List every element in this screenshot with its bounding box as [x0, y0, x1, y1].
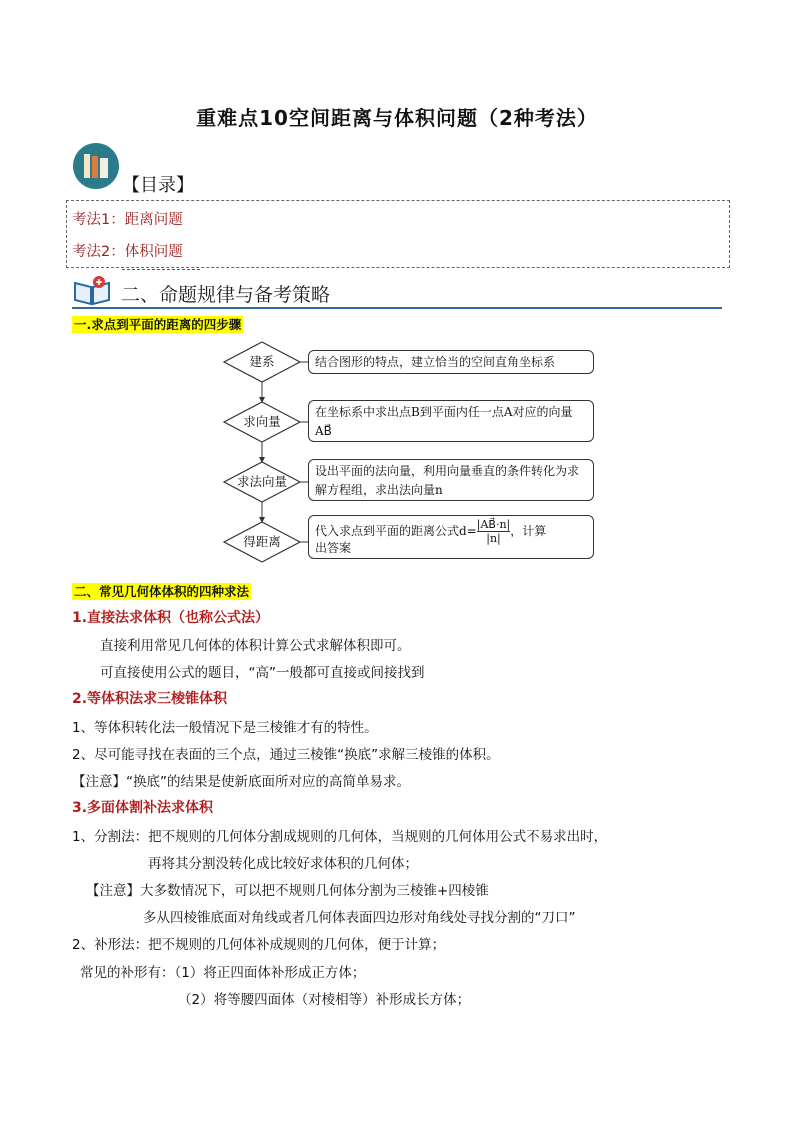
step-text-4c: 出答案 [315, 541, 352, 555]
step-text-3: 设出平面的法向量，利用向量垂直的条件转化为求解方程组，求出法向量n [315, 464, 580, 497]
toc-heading: 【目录】 [122, 175, 194, 196]
method2-line-2: 2、尽可能寻找在表面的三个点，通过三棱锥“换底”求解三棱锥的体积。 [72, 747, 500, 763]
step-text-1: 结合图形的特点，建立恰当的空间直角坐标系 [315, 355, 556, 369]
method2-heading: 2.等体积法求三棱锥体积 [72, 691, 228, 707]
method2-note: 【注意】“换底”的结果是使新底面所对应的高简单易求。 [72, 774, 410, 790]
step-text-4a: 代入求点到平面的距离公式d= [315, 524, 477, 538]
method3-line-4: 常见的补形有：（1）将正四面体补形成正方体； [80, 965, 366, 981]
method1-heading: 1.直接法求体积（也称公式法） [72, 610, 270, 626]
formula-denominator: |n| [486, 532, 501, 545]
method3-line-3: 2、补形法：把不规则的几何体补成规则的几何体，便于计算； [72, 937, 446, 953]
method3-heading: 3.多面体割补法求体积 [72, 800, 214, 816]
step-label-3: 求法向量 [236, 474, 287, 489]
step-label-2: 求向量 [243, 414, 281, 429]
page-title: 重难点10空间距离与体积问题（2种考法） [196, 106, 598, 130]
step-label-4: 得距离 [243, 534, 281, 549]
method3-line-2: 再将其分割没转化成比较好求体积的几何体； [148, 856, 418, 872]
method2-line-1: 1、等体积转化法一般情况下是三棱锥才有的特性。 [72, 720, 378, 736]
method1-line-2: 可直接使用公式的题目，“高”一般都可直接或间接找到 [100, 665, 425, 681]
section-rule [72, 307, 722, 309]
step-text-2: 在坐标系中求出点B到平面内任一点A对应的向量AB⃗ [315, 405, 573, 438]
toc-item-2[interactable]: 考法2：体积问题 [72, 244, 183, 260]
book-logo-icon [73, 143, 119, 189]
formula-numerator: |AB⃗·n| [476, 518, 511, 531]
step-box-2 [308, 400, 594, 442]
method1-line-1: 直接利用常见几何体的体积计算公式求解体积即可。 [100, 638, 411, 654]
step-box-4 [308, 515, 594, 559]
step-label-1: 建系 [249, 354, 275, 369]
part1-heading: 一.求点到平面的距离的四步骤 [74, 317, 242, 332]
step-box-1 [308, 350, 594, 374]
step-text-4b: ，计算 [510, 524, 547, 538]
method3-note-1: 【注意】大多数情况下，可以把不规则几何体分割为三棱锥+四棱锥 [86, 883, 489, 899]
method3-note-2: 多从四棱锥底面对角线或者几何体表面四边形对角线处寻找分割的“刀口” [143, 910, 576, 926]
step-box-3 [308, 459, 594, 501]
open-book-icon [72, 273, 112, 307]
divider [122, 269, 200, 270]
method3-line-5: （2）将等腰四面体（对棱相等）补形成长方体； [178, 992, 471, 1008]
method3-line-1: 1、分割法：把不规则的几何体分割成规则的几何体，当规则的几何体用公式不易求出时， [72, 829, 608, 845]
section-heading: 二、命题规律与备考策略 [121, 284, 331, 306]
toc-item-1[interactable]: 考法1：距离问题 [72, 212, 183, 228]
part2-heading: 二、常见几何体体积的四种求法 [74, 584, 250, 599]
